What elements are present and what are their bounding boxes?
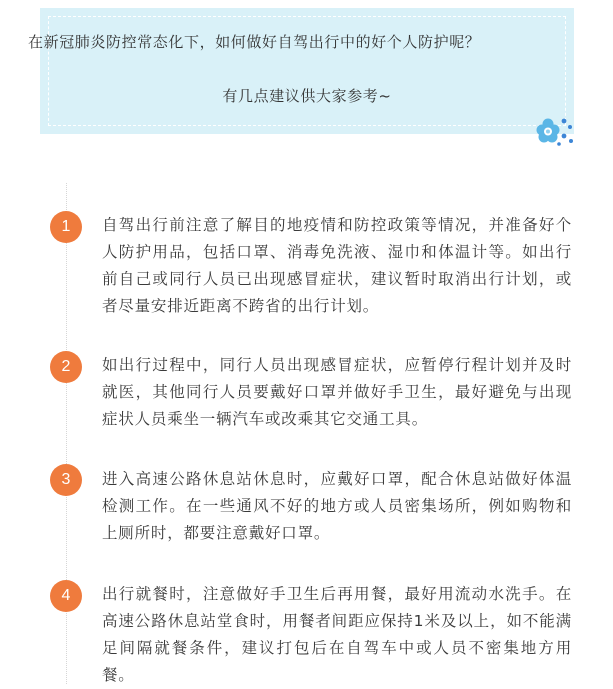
number-badge: 1 (50, 211, 82, 243)
item-text: 如出行过程中，同行人员出现感冒症状，应暂停行程计划并及时就医，其他同行人员要戴好口罩并做好手卫生，最好避免与出现症状人员乘坐一辆汽车或改乘其它交通工具。 (102, 356, 572, 428)
number-badge: 2 (50, 351, 82, 383)
item-text: 自驾出行前注意了解目的地疫情和防控政策等情况，并准备好个人防护用品，包括口罩、消毒免洗液、湿巾和体温计等。如出行前自己或同行人员已出现感冒症状，建议暂时取消出行计划，或者尽量安排近距离不跨省的出行计划。 (102, 216, 572, 315)
flower-icon (534, 114, 576, 148)
intro-box (40, 8, 574, 134)
item-text: 出行就餐时，注意做好手卫生后再用餐，最好用流动水洗手。在高速公路休息站堂食时，用餐者间距应保持1米及以上，如不能满足间隔就餐条件，建议打包后在自驾车中或人员不密集地方用餐。 (102, 585, 572, 684)
number-badge: 4 (50, 580, 82, 612)
intro-subtitle: 有几点建议供大家参考~ (222, 87, 392, 105)
number-badge: 3 (50, 464, 82, 496)
intro-question: 在新冠肺炎防控常态化下，如何做好自驾出行中的好个人防护呢？ (28, 33, 481, 51)
item-text: 进入高速公路休息站休息时，应戴好口罩，配合休息站做好体温检测工作。在一些通风不好的地方或人员密集场所，例如购物和上厕所时，都要注意戴好口罩。 (102, 470, 572, 542)
